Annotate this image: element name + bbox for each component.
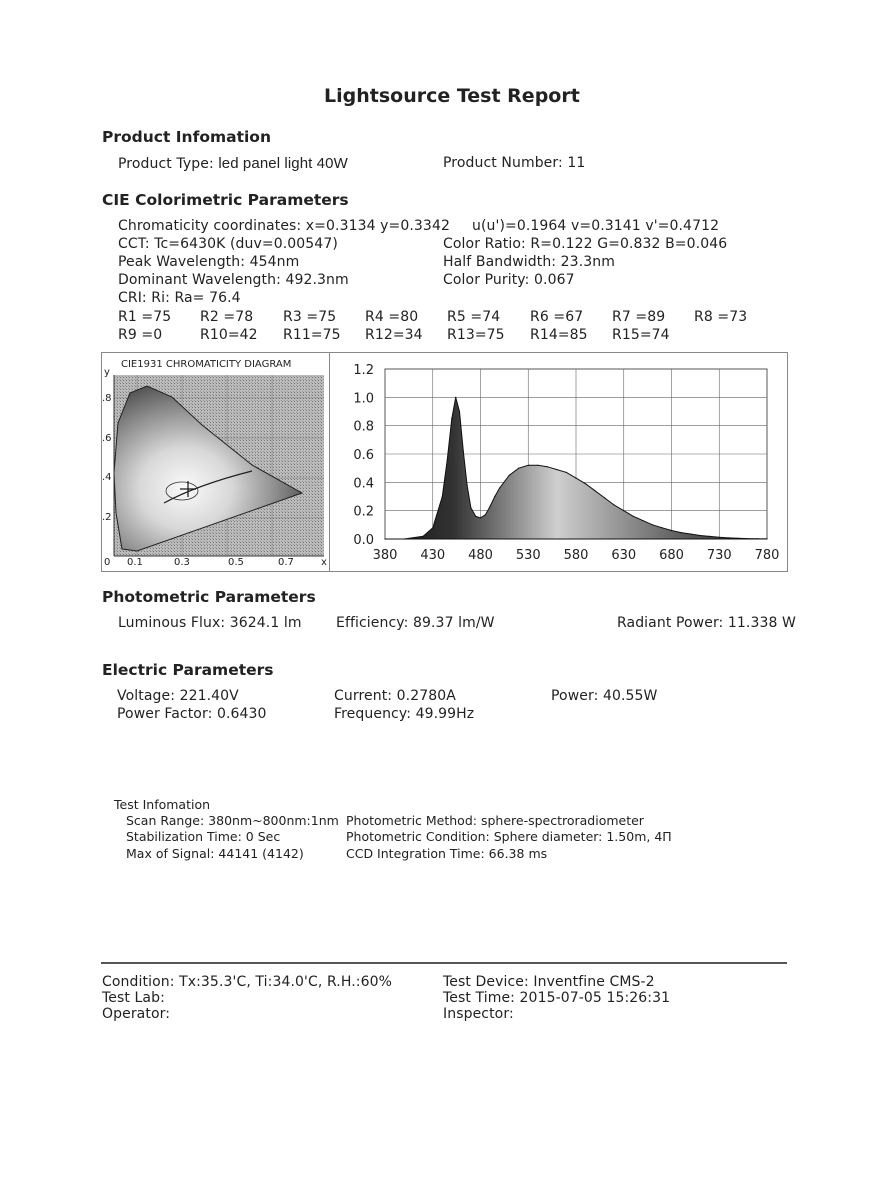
current: Current: 0.2780A — [334, 688, 456, 704]
spectrum-point — [681, 532, 682, 533]
spectrum-x-tick: 630 — [611, 548, 637, 563]
r-value: R6 =67 — [530, 309, 584, 325]
spectrum-point — [432, 527, 433, 528]
cie-x-tick: 0 — [104, 557, 111, 568]
spectrum-point — [442, 496, 443, 497]
spectrum-point — [633, 516, 634, 517]
spectrum-x-tick: 530 — [515, 548, 541, 563]
cie-diagram-title: CIE1931 CHROMATICITY DIAGRAM — [121, 359, 292, 370]
power-factor: Power Factor: 0.6430 — [117, 706, 267, 722]
spectrum-point — [661, 527, 662, 528]
spectrum-point — [566, 472, 567, 473]
cie-x-tick: 0.3 — [174, 557, 190, 568]
spectrum-point — [518, 468, 519, 469]
electric-heading: Electric Parameters — [102, 661, 274, 679]
spectrum-point — [490, 506, 491, 507]
spectrum-point — [766, 538, 767, 539]
spectrum-x-tick: 780 — [754, 548, 780, 563]
r-value: R7 =89 — [612, 309, 666, 325]
spectrum-point — [595, 490, 596, 491]
spectrum-x-tick: 380 — [372, 548, 398, 563]
spectrum-point — [470, 507, 471, 508]
cie-heading: CIE Colorimetric Parameters — [102, 191, 349, 209]
spectrum-point — [642, 520, 643, 521]
spectrum-point — [447, 461, 448, 462]
uv-coords: u(u')=0.1964 v=0.3141 v'=0.4712 — [472, 218, 720, 234]
dominant-wavelength: Dominant Wavelength: 492.3nm — [118, 272, 349, 288]
efficiency: Efficiency: 89.37 lm/W — [336, 615, 495, 631]
spectrum-y-tick: 0.6 — [353, 448, 374, 463]
spectrum-y-tick: 0.2 — [353, 504, 374, 520]
spectrum-point — [738, 538, 739, 539]
cri-value: CRI: Ri: Ra= 76.4 — [118, 290, 241, 306]
spectrum-point — [404, 538, 405, 539]
half-bandwidth: Half Bandwidth: 23.3nm — [443, 254, 615, 270]
page-title: Lightsource Test Report — [324, 85, 580, 107]
footer-divider — [101, 962, 787, 964]
chromaticity-coords: Chromaticity coordinates: x=0.3134 y=0.3342 — [118, 218, 450, 234]
spectrum-point — [463, 451, 464, 452]
product-type-label: Product Type: — [118, 156, 219, 172]
product-heading: Product Infomation — [102, 128, 271, 146]
spectrum-x-tick: 730 — [706, 548, 732, 563]
stabilization-time: Stabilization Time: 0 Sec — [126, 829, 281, 844]
inspector: Inspector: — [443, 1006, 514, 1022]
spectrum-point — [700, 535, 701, 536]
spectrum-chart-svg — [330, 353, 787, 571]
spectrum-y-tick: 0.4 — [353, 476, 374, 492]
photometric-heading: Photometric Parameters — [102, 588, 316, 606]
spectrum-point — [757, 538, 758, 539]
spectrum-point — [384, 538, 385, 539]
spectrum-x-tick: 580 — [563, 548, 589, 563]
spectrum-x-tick: 680 — [659, 548, 684, 563]
spectrum-point — [709, 536, 710, 537]
spectrum-point — [480, 517, 481, 518]
photometric-method: Photometric Method: sphere-spectroradiometer — [346, 813, 644, 828]
spectrum-point — [423, 536, 424, 537]
spectrum-point — [575, 478, 576, 479]
r-value: R13=75 — [447, 327, 505, 343]
spectrum-point — [585, 483, 586, 484]
spectrum-point — [509, 475, 510, 476]
color-purity: Color Purity: 0.067 — [443, 272, 575, 288]
spectrum-point — [604, 497, 605, 498]
luminous-flux: Luminous Flux: 3624.1 lm — [118, 615, 302, 631]
spectrum-point — [623, 510, 624, 511]
r-value: R5 =74 — [447, 309, 501, 325]
radiant-power: Radiant Power: 11.338 W — [617, 615, 796, 631]
cie-diagram-svg — [102, 353, 331, 571]
spectrum-point — [485, 514, 486, 515]
cie-y-tick: .8 — [102, 393, 112, 404]
spectrum-point — [728, 537, 729, 538]
spectrum-point — [537, 465, 538, 466]
test-condition: Condition: Tx:35.3'C, Ti:34.0'C, R.H.:60% — [102, 974, 392, 990]
spectrum-point — [614, 504, 615, 505]
spectrum-point — [475, 516, 476, 517]
cie-x-tick: 0.1 — [127, 557, 143, 568]
frequency: Frequency: 49.99Hz — [334, 706, 475, 722]
product-number: Product Number: 11 — [443, 155, 586, 171]
spectrum-point — [499, 487, 500, 488]
voltage: Voltage: 221.40V — [117, 688, 239, 704]
cie-x-axis-label: x — [321, 557, 327, 568]
photometric-condition: Photometric Condition: Sphere diameter: 1.50m, 4Π — [346, 829, 672, 844]
test-info-heading: Test Infomation — [114, 797, 211, 812]
cie-y-tick: .4 — [102, 472, 112, 483]
ccd-integration-time: CCD Integration Time: 66.38 ms — [346, 846, 548, 861]
spectrum-y-tick: 0.8 — [353, 419, 374, 435]
spectrum-point — [747, 538, 748, 539]
power: Power: 40.55W — [551, 688, 658, 704]
peak-wavelength: Peak Wavelength: 454nm — [118, 254, 300, 270]
product-type-value: led panel light 40W — [218, 155, 348, 172]
spectrum-point — [494, 496, 495, 497]
spectrum-x-tick: 480 — [468, 548, 493, 563]
spectrum-y-tick: 1.2 — [353, 363, 374, 378]
spectrum-point — [455, 397, 456, 398]
spectrum-point — [671, 530, 672, 531]
color-ratio: Color Ratio: R=0.122 G=0.832 B=0.046 — [443, 236, 728, 252]
r-value: R4 =80 — [365, 309, 419, 325]
cie-y-axis-label: y — [104, 367, 110, 378]
scan-range: Scan Range: 380nm~800nm:1nm — [126, 813, 339, 828]
cie-x-tick: 0.5 — [228, 557, 244, 568]
r-value: R9 =0 — [118, 327, 163, 343]
spectrum-point — [690, 533, 691, 534]
cct-value: CCT: Tc=6430K (duv=0.00547) — [118, 236, 338, 252]
test-lab: Test Lab: — [102, 990, 165, 1006]
r-value: R15=74 — [612, 327, 670, 343]
spectrum-y-tick: 1.0 — [353, 391, 374, 407]
cie-y-tick: .2 — [102, 512, 112, 523]
spectrum-point — [451, 418, 452, 419]
r-value: R8 =73 — [694, 309, 748, 325]
cie-y-tick: .6 — [102, 433, 112, 444]
r-value: R11=75 — [283, 327, 341, 343]
r-value: R3 =75 — [283, 309, 337, 325]
r-value: R10=42 — [200, 327, 258, 343]
r-value: R2 =78 — [200, 309, 254, 325]
operator: Operator: — [102, 1006, 171, 1022]
spectrum-point — [719, 537, 720, 538]
spectrum-y-tick: 0.0 — [353, 533, 374, 548]
spectrum-point — [547, 466, 548, 467]
spectrum-point — [467, 485, 468, 486]
spectrum-chart — [329, 352, 788, 572]
product-type — [118, 155, 348, 172]
spectrum-point — [528, 465, 529, 466]
test-device: Test Device: Inventfine CMS-2 — [443, 974, 655, 990]
r-value: R14=85 — [530, 327, 588, 343]
max-signal: Max of Signal: 44141 (4142) — [126, 846, 304, 861]
r-value: R1 =75 — [118, 309, 172, 325]
spectrum-point — [652, 524, 653, 525]
spectrum-point — [556, 469, 557, 470]
spectrum-point — [459, 411, 460, 412]
r-value: R12=34 — [365, 327, 423, 343]
test-time: Test Time: 2015-07-05 15:26:31 — [443, 990, 671, 1006]
cie-chromaticity-diagram — [101, 352, 332, 572]
spectrum-x-tick: 430 — [420, 548, 446, 563]
cie-x-tick: 0.7 — [278, 557, 294, 568]
